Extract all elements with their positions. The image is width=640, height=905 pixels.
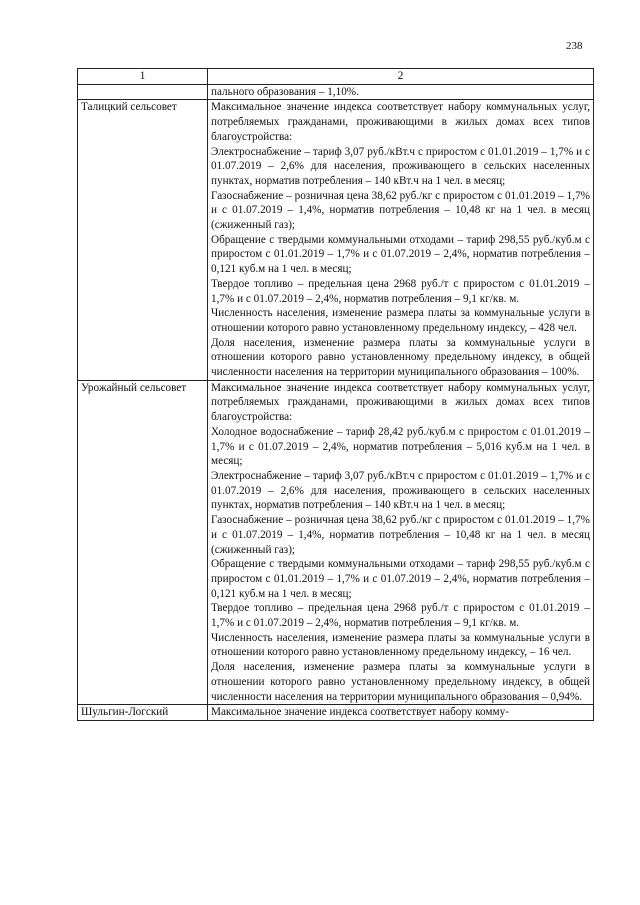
description-cell <box>208 380 594 704</box>
description-paragraph: Газоснабжение – розничная цена 38,62 руб./кг с приростом с 01.01.2019 – 1,7% и с 01.07.2019 – 1,4%, норматив потребления – 10,48 кг на 1 чел. в месяц (сжиженный газ); <box>211 189 590 232</box>
municipality-name: Талицкий сельсовет <box>81 101 177 114</box>
description-paragraph: Твердое топливо – предельная цена 2968 руб./т с приростом с 01.01.2019 – 1,7% и с 01.07.2019 – 2,4%, норматив потребления – 9,1 кг/кв. м. <box>211 602 590 630</box>
municipality-cell <box>78 84 208 100</box>
description-cell <box>208 84 594 100</box>
municipality-name: Урожайный сельсовет <box>81 381 187 394</box>
column-header-1: 1 <box>78 69 208 85</box>
table-body <box>78 84 594 720</box>
description-paragraph: Максимальное значение индекса соответствует набору коммунальных услуг, потребляемых гражданами, проживающими в жилых домах всех типов благоустройства: <box>211 381 590 424</box>
description-paragraph: Холодное водоснабжение – тариф 28,42 руб./куб.м с приростом с 01.01.2019 – 1,7% и с 01.07.2019 – 2,4%, норматив потребления – 5,016 куб.м на 1 чел. в месяц; <box>211 425 590 468</box>
description-paragraph: Твердое топливо – предельная цена 2968 руб./т с приростом с 01.01.2019 – 1,7% и с 01.07.2019 – 2,4%, норматив потребления – 9,1 кг/кв. м. <box>211 277 590 305</box>
tariff-table <box>77 68 594 721</box>
description-paragraph: Численность населения, изменение размера платы за коммунальные услуги в отношении которого равно установленному предельному индексу, – 428 чел. <box>211 307 590 334</box>
description-paragraph: Обращение с твердыми коммунальными отходами – тариф 298,55 руб./куб.м с приростом с 01.01.2019 – 1,7% и с 01.07.2019 – 2,4%, норматив потребления – 0,121 куб.м на 1 чел. в месяц; <box>211 233 590 276</box>
table-header-row <box>78 69 594 85</box>
description-paragraph: Максимальное значение индекса соответствует набору коммунальных услуг, потребляемых гражданами, проживающими в жилых домах всех типов благоустройства: <box>211 101 590 143</box>
municipality-name: Шульгин-Логский <box>81 706 169 719</box>
municipality-cell <box>78 100 208 380</box>
table-row <box>78 84 594 100</box>
description-paragraph: Обращение с твердыми коммунальными отходами – тариф 298,55 руб./куб.м с приростом с 01.01.2019 – 1,7% и с 01.07.2019 – 2,4%, норматив потребления – 0,121 куб.м на 1 чел. в месяц; <box>211 558 590 600</box>
table-row <box>78 380 594 704</box>
description-cell <box>208 705 594 721</box>
description-cell <box>208 100 594 380</box>
table-row <box>78 100 594 380</box>
page-number: 238 <box>566 40 583 52</box>
description-paragraph: Электроснабжение – тариф 3,07 руб./кВт.ч с приростом с 01.01.2019 – 1,7% и с 01.07.2019 – 2,6% для населения, проживающего в сельских населенных пунктах, норматив потребления – 140 кВт.ч на 1 чел. в месяц; <box>211 469 590 512</box>
table-row <box>78 705 594 721</box>
description-paragraph: Численность населения, изменение размера платы за коммунальные услуги в отношении которого равно установленному предельному индексу, – 16 чел. <box>211 631 590 659</box>
description-paragraph: Электроснабжение – тариф 3,07 руб./кВт.ч с приростом с 01.01.2019 – 1,7% и с 01.07.2019 – 2,6% для населения, проживающего в сельских населенных пунктах, норматив потребления – 140 кВт.ч на 1 чел. в месяц; <box>211 145 590 187</box>
description-paragraph: Доля населения, изменение размера платы за коммунальные услуги в отношении которого равно установленному предельному индексу, в общей численности населения на территории муниципального образования – 0,94%. <box>211 661 590 703</box>
description-paragraph: Доля населения, изменение размера платы за коммунальные услуги в отношении которого равно установленному предельному индексу, в общей численности населения на территории муниципального образования – 100%. <box>211 336 590 379</box>
description-paragraph: Газоснабжение – розничная цена 38,62 руб./кг с приростом с 01.01.2019 – 1,7% и с 01.07.2019 – 1,4%, норматив потребления – 10,48 кг на 1 чел. в месяц (сжиженный газ); <box>211 514 590 556</box>
description-paragraph: пального образования – 1,10%. <box>211 85 359 98</box>
description-paragraph: Максимальное значение индекса соответствует набору комму- <box>211 706 509 719</box>
municipality-cell <box>78 705 208 721</box>
municipality-cell <box>78 380 208 704</box>
column-header-2: 2 <box>208 69 594 85</box>
